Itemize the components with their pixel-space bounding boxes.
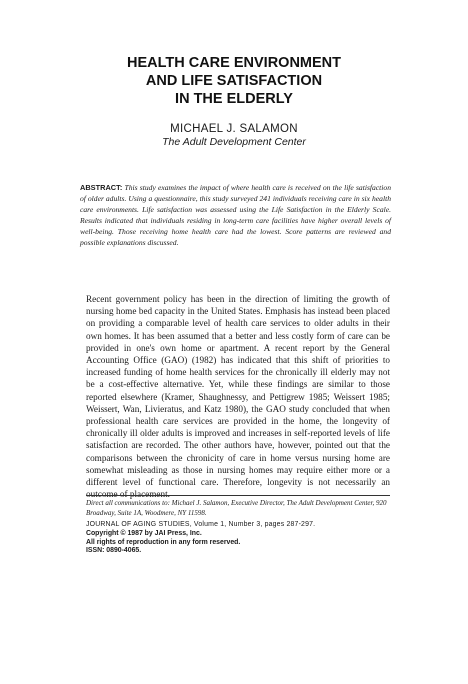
body-paragraph: Recent government policy has been in the direction of limiting the growth of nursing home bed capacity in the United States. Emphasis has instead been placed on providing a comparable level of health care services to older adults in their own homes. It has been assumed that a better and less costly form of care can be provided in one's own home or apartment. A recent report by the General Accounting Office (GAO) (1982) has indicated that this shift of priorities to increased funding of home health services for the chronically ill elderly may not be a cost-effective alternative. Yet, while these findings are similar to those reported elsewhere (Kramer, Shaughnessy, and Pettigrew 1985; Weissert 1985; Weissert, Wan, Livieratus, and Katz 1980), the GAO study concluded that when professional health care services are provided in the home, the longevity of chronically ill older adults is improved and increases in self-reported levels of life satisfaction are recorded. The other authors have, however, pointed out that the comparisons between the chronicity of care in home versus nursing home are somewhat misleading as those in nursing homes may require either more or a different level of functional care. Therefore, longevity is not necessarily an outcome of placement. xyxy=(86,294,390,500)
body-text xyxy=(86,293,390,500)
title-line-3: IN THE ELDERLY xyxy=(175,91,293,107)
rights-line: All rights of reproduction in any form reserved. xyxy=(86,538,241,546)
title-line-1: HEALTH CARE ENVIRONMENT xyxy=(126,55,341,71)
correspondence-footnote: Direct all communications to: Michael J. Salamon, Executive Director, The Adult Development Center, 920 Broadway, Suite 1A, Woodmere, NY 11598. xyxy=(86,499,387,517)
journal-citation: JOURNAL OF AGING STUDIES, Volume 1, Number 3, pages 287-297. xyxy=(86,521,316,528)
footnote-divider xyxy=(86,495,390,496)
journal-info xyxy=(86,521,390,556)
article-title xyxy=(0,54,468,108)
abstract-block xyxy=(80,183,391,248)
abstract-label: ABSTRACT: xyxy=(80,183,123,192)
issn-line: ISSN: 0890-4065. xyxy=(86,547,142,555)
author-name: MICHAEL J. SALAMON xyxy=(170,123,298,135)
copyright-line: Copyright © 1987 by JAI Press, Inc. xyxy=(86,529,202,537)
author-affiliation: The Adult Development Center xyxy=(162,136,306,148)
title-line-2: AND LIFE SATISFACTION xyxy=(145,73,323,89)
abstract-text: This study examines the impact of where health care is received on the life satisfaction of older adults. Using a questionnaire, this study surveyed 241 individuals receiving care in six health care environments. Life satisfaction was assessed using the Life Satisfaction in the Elderly Scale. Results indicated that individuals residing in long-term care facilities have higher overall levels of well-being. Those receiving home health care had the lowest. Score patterns are reviewed and possible explanations discussed. xyxy=(80,183,391,247)
